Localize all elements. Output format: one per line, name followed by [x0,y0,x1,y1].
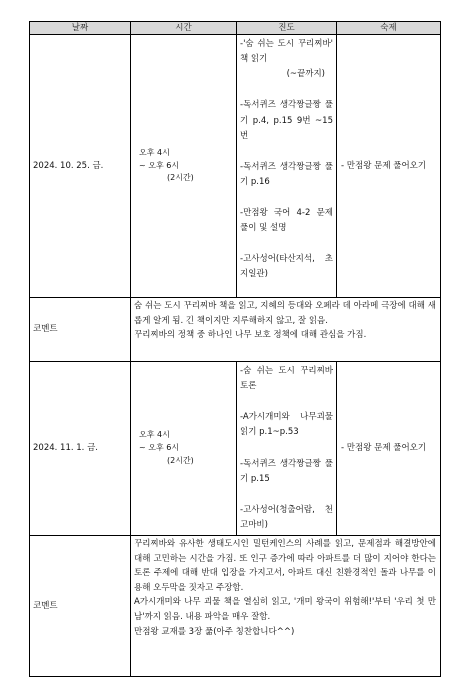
session-date: 2024. 11. 1. 금. [30,362,131,536]
time-start: 오후 4시 [139,147,170,157]
comment-text [131,536,441,677]
session-progress [237,35,337,298]
progress-item: -A가시개미와 나무괴물 읽기 p.1~p.53 [240,412,333,438]
progress-item: -독서퀴즈 생각짱글짱 풀기 p.15 [240,458,333,484]
comment-label: 코멘트 [30,536,131,677]
progress-item: -독서퀴즈 생각짱글짱 풀기 p.4, p.15 9번 ~15번 [240,100,333,141]
session-progress [237,362,337,536]
progress-item-note: (~끝까지) [286,69,325,80]
progress-item: -고사성어(청출어람, 천고마비) [240,504,333,530]
progress-item: -독서퀴즈 생각짱글짱 풀기 p.16 [240,161,333,187]
comment-row [30,536,441,677]
time-end: ~ 오후 6시 [139,443,180,453]
time-end: ~ 오후 6시 [139,160,180,170]
comment-text [131,298,441,362]
comment-paragraph: A가시개미와 나무 괴물 책을 열심히 읽고, '개미 왕국이 위험해!'부터 '우리 첫 만남'까지 읽음. 내용 파악을 매우 잘함. [134,597,436,623]
comment-paragraph: 숨 쉬는 도시 꾸리찌바 책을 읽고, 지혜의 등대와 오페라 데 아라메 극장에 대해 새롭게 알게 됨. 긴 책이지만 지루해하지 않고, 잘 읽음. [134,301,436,326]
session-row [30,362,441,536]
header-homework: 숙제 [337,22,441,35]
comment-paragraph: 만점왕 교재를 3장 풂(아주 칭찬합니다^^) [134,626,295,637]
session-homework: - 만점왕 문제 풀어오기 [337,362,441,536]
header-progress: 진도 [237,22,337,35]
progress-item: -숨 쉬는 도시 꾸리찌바 토론 [240,366,333,392]
session-homework: - 만점왕 문제 풀어오기 [337,35,441,298]
comment-paragraph: 꾸리찌바의 정책 중 하나인 나무 보호 정책에 대해 관심을 가짐. [134,330,367,341]
header-time: 시간 [131,22,237,35]
session-row [30,35,441,298]
comment-label: 코멘트 [30,298,131,362]
comment-paragraph: 꾸리찌바와 유사한 생태도시인 밀턴케인스의 사례를 읽고, 문제점과 해결방안에 대해 고민하는 시간을 가짐. 또 인구 증가에 따라 아파트를 더 많이 지어야 한다는 토론 주제에 대해 반대 입장을 가지고서, 아파트 대신 친환경적인 돌과 나무를 이용해 오두막을 짓자고 주장함. [134,539,436,593]
progress-item-text: -'숨 쉬는 도시 꾸리찌바' 책 읽기 [240,39,333,65]
time-duration: (2시간) [167,455,194,465]
session-date: 2024. 10. 25. 금. [30,35,131,298]
time-duration: (2시간) [167,173,194,183]
header-date: 날짜 [30,22,131,35]
lesson-log-table [29,21,441,677]
time-start: 오후 4시 [139,430,170,440]
progress-item: -만점왕 국어 4-2 문제 풀이 및 설명 [240,208,333,234]
comment-row [30,298,441,362]
session-time [131,362,237,536]
progress-item: -고사성어(타산지석, 초지일관) [240,254,333,280]
progress-item [240,37,333,82]
session-time [131,35,237,298]
header-row [30,22,441,35]
